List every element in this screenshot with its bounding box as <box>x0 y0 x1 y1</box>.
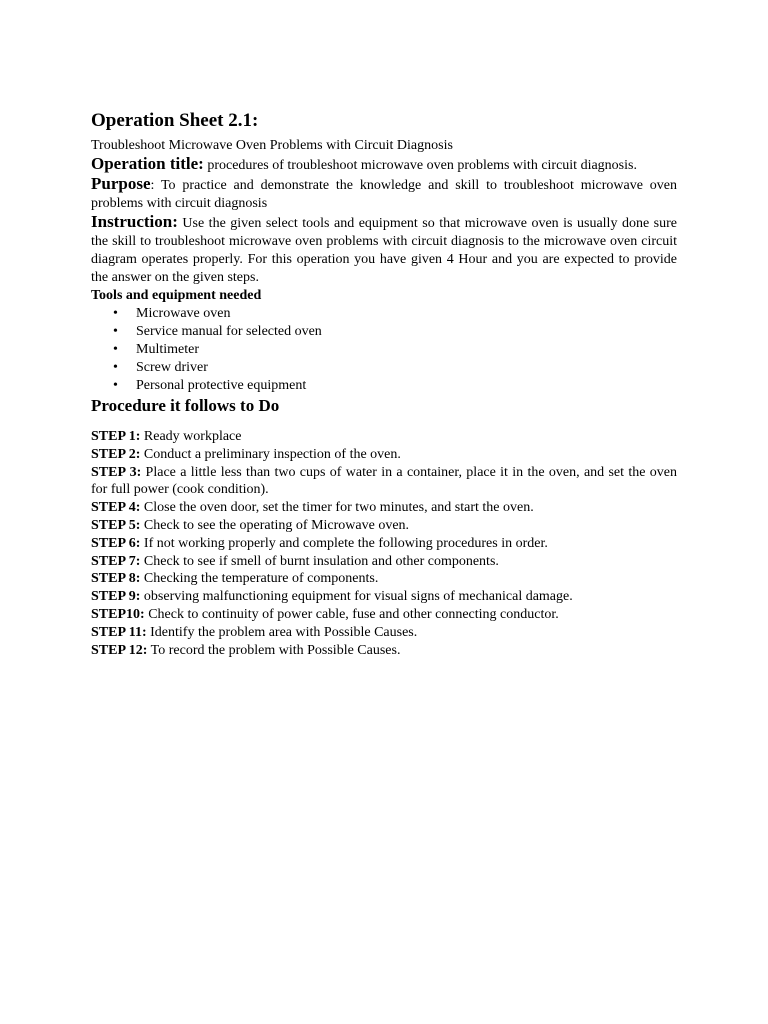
step-label: STEP 11: <box>91 624 147 640</box>
purpose-paragraph <box>91 175 677 213</box>
step-item <box>91 642 677 660</box>
tools-list-item <box>113 359 677 377</box>
tool-name: Microwave oven <box>136 306 231 321</box>
step-item <box>91 588 677 606</box>
bullet-icon: • <box>113 342 118 357</box>
step-text: observing malfunctioning equipment for visual signs of mechanical damage. <box>140 589 573 605</box>
step-text: If not working properly and complete the following procedures in order. <box>140 535 548 551</box>
step-item <box>91 535 677 553</box>
step-text: Check to see the operating of Microwave oven. <box>140 517 410 533</box>
bullet-icon: • <box>113 360 118 375</box>
step-label: STEP 1: <box>91 429 141 444</box>
tools-list-item <box>113 341 677 359</box>
step-text: Identify the problem area with Possible Causes. <box>146 624 418 640</box>
operation-title-label: Operation title: <box>91 154 204 173</box>
step-text: Close the oven door, set the timer for two minutes, and start the oven. <box>140 500 534 516</box>
sheet-subtitle: Troubleshoot Microwave Oven Problems with Circuit Diagnosis <box>91 138 453 153</box>
step-label: STEP 8: <box>91 571 141 587</box>
steps-list <box>91 428 677 659</box>
tool-name: Service manual for selected oven <box>136 324 322 339</box>
step-item <box>91 570 677 588</box>
tool-name: Screw driver <box>136 360 208 375</box>
step-text: Check to see if smell of burnt insulation and other components. <box>140 553 499 569</box>
step-item <box>91 464 677 500</box>
step-item <box>91 428 677 446</box>
purpose-label: Purpose <box>91 174 151 193</box>
step-label: STEP10: <box>91 606 145 622</box>
step-text: Conduct a preliminary inspection of the oven. <box>140 446 401 462</box>
step-label: STEP 12: <box>91 642 148 658</box>
step-item <box>91 446 677 464</box>
step-text: Place a little less than two cups of water in a container, place it in the oven, and set the oven for full power (cook condition). <box>91 464 678 498</box>
instruction-text: Use the given select tools and equipment so that microwave oven is usually done sure the skill to troubleshoot microwave oven problems with circuit diagnosis to the microwave oven circuit diagram operates properly. For this operation you have given 4 Hour and you are expected to provide the answer on the given steps. <box>91 216 677 285</box>
step-item <box>91 624 677 642</box>
tool-name: Personal protective equipment <box>136 378 307 393</box>
operation-title-text: procedures of troubleshoot microwave oven problems with circuit diagnosis. <box>203 158 637 173</box>
step-text: Check to continuity of power cable, fuse and other connecting conductor. <box>144 606 559 622</box>
tool-name: Multimeter <box>136 342 199 357</box>
purpose-text: : To practice and demonstrate the knowledge and skill to troubleshoot microwave oven problems with circuit diagnosis <box>91 178 677 211</box>
step-text: To record the problem with Possible Causes. <box>147 642 401 658</box>
tools-list-item <box>113 305 677 323</box>
document-page <box>91 109 677 659</box>
tools-list <box>91 305 677 395</box>
step-label: STEP 4: <box>91 500 141 516</box>
step-label: STEP 3: <box>91 464 142 480</box>
step-label: STEP 7: <box>91 553 141 569</box>
step-text: Checking the temperature of components. <box>140 571 379 587</box>
tools-list-item <box>113 323 677 341</box>
procedure-heading: Procedure it follows to Do <box>91 396 280 415</box>
step-text: Ready workplace <box>140 429 242 444</box>
step-item <box>91 606 677 624</box>
tools-list-item <box>113 377 677 395</box>
step-item <box>91 553 677 571</box>
bullet-icon: • <box>113 306 118 321</box>
step-label: STEP 2: <box>91 446 141 462</box>
tools-heading: Tools and equipment needed <box>91 288 262 303</box>
step-label: STEP 9: <box>91 589 141 605</box>
step-item <box>91 517 677 535</box>
sheet-title: Operation Sheet 2.1: <box>91 110 259 131</box>
instruction-paragraph <box>91 213 677 287</box>
operation-title-paragraph <box>91 155 677 175</box>
step-item <box>91 499 677 517</box>
instruction-label: Instruction: <box>91 212 178 231</box>
step-label: STEP 6: <box>91 535 141 551</box>
step-label: STEP 5: <box>91 517 141 533</box>
bullet-icon: • <box>113 324 118 339</box>
bullet-icon: • <box>113 378 118 393</box>
